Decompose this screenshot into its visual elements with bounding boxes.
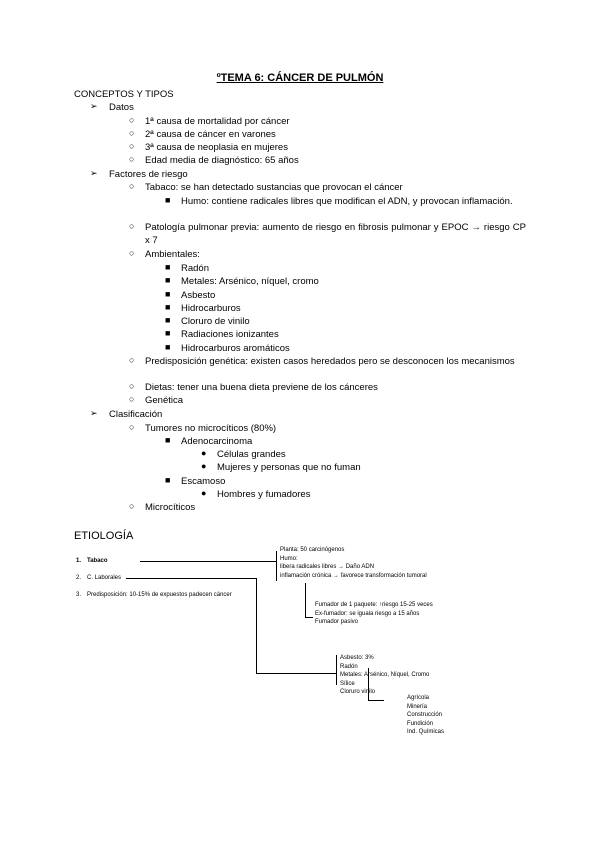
square-bullet-icon: ■ <box>165 475 171 485</box>
circle-bullet-icon: ○ <box>129 221 135 231</box>
square-bullet-icon: ■ <box>165 289 171 299</box>
note-line: Planta: 50 carcinógenos <box>280 547 345 553</box>
list-item: Predisposición genética: existen casos heredados pero se desconocen los mecanismos <box>145 356 515 367</box>
list-item: Genética <box>145 395 184 406</box>
circle-bullet-icon: ○ <box>129 181 135 191</box>
list-item: Hidrocarburos aromáticos <box>181 343 290 354</box>
list-item: Escamoso <box>181 476 226 487</box>
connector-line <box>126 578 256 579</box>
list-item: 2ª causa de cáncer en varones <box>145 129 276 140</box>
square-bullet-icon: ■ <box>165 302 171 312</box>
note-line: Fundición <box>407 720 434 727</box>
note-line: Ind. Químicas <box>407 729 445 735</box>
note-line: Asbesto: 3% <box>340 655 374 661</box>
etio-note-fumador <box>315 601 433 627</box>
datos-label: Datos <box>109 102 134 113</box>
square-bullet-icon: ■ <box>165 262 171 272</box>
list-item: Patología pulmonar previa: aumento de riesgo en fibrosis pulmonar y EPOC → riesgo CP x 7 <box>145 222 526 246</box>
connector-line <box>368 700 384 701</box>
list-item: 1ª causa de mortalidad por cáncer <box>145 116 290 127</box>
etio-item-tabaco: Tabaco <box>87 558 108 564</box>
list-item: Cloruro de vinilo <box>181 316 250 327</box>
circle-bullet-icon: ○ <box>129 355 135 365</box>
note-line: Fumador de 1 paquete: ↑riesgo 15-25 veces <box>315 602 433 608</box>
section-heading-etiologia: ETIOLOGÍA <box>74 530 134 542</box>
square-bullet-icon: ■ <box>165 342 171 352</box>
circle-bullet-icon: ○ <box>129 115 135 125</box>
list-item: Edad media de diagnóstico: 65 años <box>145 155 299 166</box>
note-line: Agrícola <box>407 695 430 701</box>
list-item: Células grandes <box>217 449 286 460</box>
note-line: Sílice <box>340 680 355 687</box>
circle-bullet-icon: ○ <box>129 154 135 164</box>
circle-bullet-icon: ○ <box>129 248 135 258</box>
etio-note-laborales <box>340 654 429 697</box>
page-title: ºTEMA 6: CÁNCER DE PULMÓN <box>216 72 384 84</box>
list-item: Metales: Arsénico, níquel, cromo <box>181 276 319 287</box>
connector-line <box>140 561 276 562</box>
note-line: Humo: <box>280 555 298 562</box>
dot-bullet-icon: ● <box>201 448 207 458</box>
etio-note-tabaco <box>280 546 427 580</box>
list-item: Humo: contiene radicales libres que modifican el ADN, y provocan inflamación. <box>181 196 513 207</box>
dot-bullet-icon: ● <box>201 488 207 498</box>
dot-bullet-icon: ● <box>201 461 207 471</box>
square-bullet-icon: ■ <box>165 275 171 285</box>
list-item: Adenocarcinoma <box>181 436 253 447</box>
connector-line <box>276 551 277 581</box>
arrow-bullet-icon: ➢ <box>90 168 98 178</box>
note-line: Construcción <box>407 712 443 718</box>
note-line: Minería <box>407 703 428 710</box>
circle-bullet-icon: ○ <box>129 128 135 138</box>
square-bullet-icon: ■ <box>165 195 171 205</box>
clasificacion-label: Clasificación <box>109 409 163 420</box>
circle-bullet-icon: ○ <box>129 381 135 391</box>
circle-bullet-icon: ○ <box>129 422 135 432</box>
connector-line <box>305 583 306 617</box>
list-item: Tumores no microcíticos (80%) <box>145 423 277 434</box>
note-line: Cloruro vinilo <box>340 689 376 695</box>
list-item: Microcíticos <box>145 502 196 513</box>
circle-bullet-icon: ○ <box>129 394 135 404</box>
list-item: Hidrocarburos <box>181 303 241 314</box>
etio-item-laborales: C. Laborales <box>87 575 122 581</box>
connector-line <box>336 655 337 685</box>
list-number: 2. <box>76 575 82 581</box>
arrow-bullet-icon: ➢ <box>90 101 98 111</box>
arrow-bullet-icon: ➢ <box>90 408 98 418</box>
list-item: Mujeres y personas que no fuman <box>217 462 361 473</box>
connector-line <box>305 617 313 618</box>
connector-line <box>256 578 257 673</box>
factores-label: Factores de riesgo <box>109 169 188 180</box>
list-number: 1. <box>76 558 82 564</box>
list-item: Dietas: tener una buena dieta previene de los cánceres <box>145 382 378 393</box>
list-item: Ambientales: <box>145 249 200 260</box>
note-line: Metales: Arsénico, Níquel, Cromo <box>340 672 430 678</box>
list-item: 3ª causa de neoplasia en mujeres <box>145 142 288 153</box>
square-bullet-icon: ■ <box>165 435 171 445</box>
list-item: Radiaciones ionizantes <box>181 329 279 340</box>
square-bullet-icon: ■ <box>165 315 171 325</box>
note-line: libera radicales libres → Daño ADN <box>280 564 375 570</box>
note-line: Fumador pasivo <box>315 619 359 625</box>
note-line: inflamación crónica → favorece transformación tumoral <box>280 572 427 579</box>
etio-item-predisposicion: Predisposición: 10-15% de expuestos padecen cáncer <box>87 592 232 598</box>
note-line: Ex-fumador: se iguala riesgo a 15 años <box>315 610 420 617</box>
square-bullet-icon: ■ <box>165 328 171 338</box>
list-item: Hombres y fumadores <box>217 489 311 500</box>
list-item: Tabaco: se han detectado sustancias que provocan el cáncer <box>145 182 403 193</box>
list-item: Radón <box>181 263 209 274</box>
circle-bullet-icon: ○ <box>129 141 135 151</box>
list-number: 3. <box>76 592 82 598</box>
note-line: Radón <box>340 663 358 670</box>
etio-note-sectores <box>407 694 444 737</box>
list-item: Asbesto <box>181 290 216 301</box>
section-heading-conceptos: CONCEPTOS Y TIPOS <box>74 89 174 100</box>
connector-line <box>256 673 336 674</box>
circle-bullet-icon: ○ <box>129 501 135 511</box>
